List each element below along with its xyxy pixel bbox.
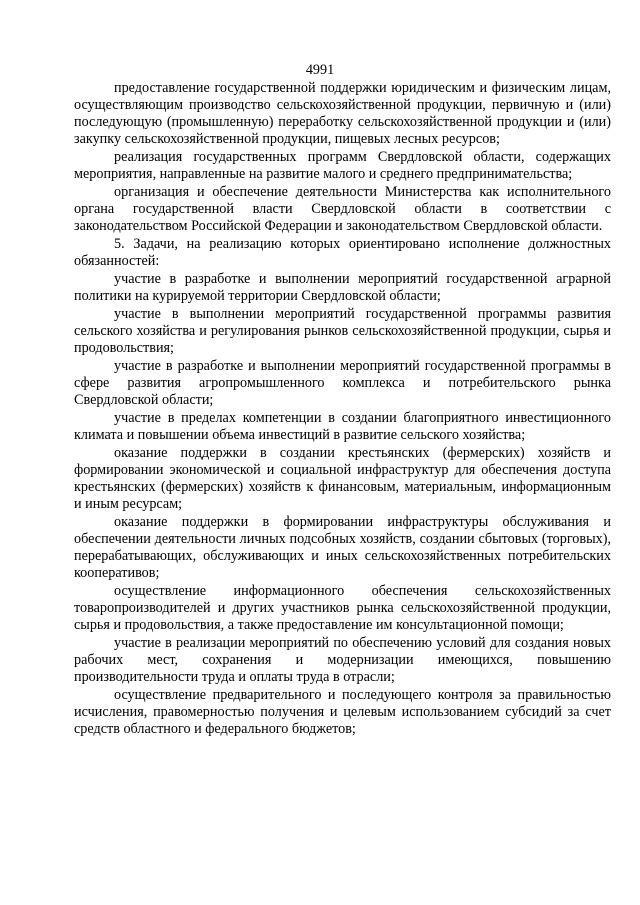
paragraph: предоставление государственной поддержки юридическим и физическим лицам, осуществляющим производство сельскохозяйственной продукции, первичную и (или) последующую (промышленную) переработку сельскохозяйственной продукции и (или) закупку сельскохозяйственной продукции, пищевых лесных ресурсов; <box>74 80 611 147</box>
paragraph: участие в выполнении мероприятий государственной программы развития сельского хозяйства и регулирования рынков сельскохозяйственной продукции, сырья и продовольствия; <box>74 306 611 356</box>
paragraph: осуществление информационного обеспечения сельскохозяйственных товаропроизводителей и других участников рынка сельскохозяйственной продукции, сырья и продовольствия, а также предоставление им консультационной помощи; <box>74 583 611 633</box>
paragraph: участие в разработке и выполнении мероприятий государственной аграрной политики на курируемой территории Свердловской области; <box>74 271 611 304</box>
section-heading-paragraph: 5. Задачи, на реализацию которых ориентировано исполнение должностных обязанностей: <box>74 236 611 269</box>
paragraph: оказание поддержки в создании крестьянских (фермерских) хозяйств и формировании экономической и социальной инфраструктур для обеспечения доступа крестьянских (фермерских) хозяйств к финансовым, материальным, информационным и иным ресурсам; <box>74 445 611 512</box>
page-number: 4991 <box>305 62 335 78</box>
paragraph: оказание поддержки в формировании инфраструктуры обслуживания и обеспечении деятельности личных подсобных хозяйств, создании сбытовых (торговых), перерабатывающих, обслуживающих и иных сельскохозяйственных потребительских кооперативов; <box>74 514 611 581</box>
paragraph: осуществление предварительного и последующего контроля за правильностью исчисления, правомерностью получения и целевым использованием субсидий за счет средств областного и федерального бюджетов; <box>74 687 611 737</box>
paragraph: реализация государственных программ Свердловской области, содержащих мероприятия, направленные на развитие малого и среднего предпринимательства; <box>74 149 611 182</box>
paragraph: участие в реализации мероприятий по обеспечению условий для создания новых рабочих мест, сохранения и модернизации имеющихся, повышению производительности труда и оплаты труда в отрасли; <box>74 635 611 685</box>
paragraph: участие в пределах компетенции в создании благоприятного инвестиционного климата и повышении объема инвестиций в развитие сельского хозяйства; <box>74 410 611 443</box>
document-body <box>74 80 611 739</box>
paragraph: организация и обеспечение деятельности Министерства как исполнительного органа государственной власти Свердловской области в соответствии с законодательством Российской Федерации и законодательством Свердловской области. <box>74 184 611 234</box>
paragraph: участие в разработке и выполнении мероприятий государственной программы в сфере развития агропромышленного комплекса и потребительского рынка Свердловской области; <box>74 358 611 408</box>
